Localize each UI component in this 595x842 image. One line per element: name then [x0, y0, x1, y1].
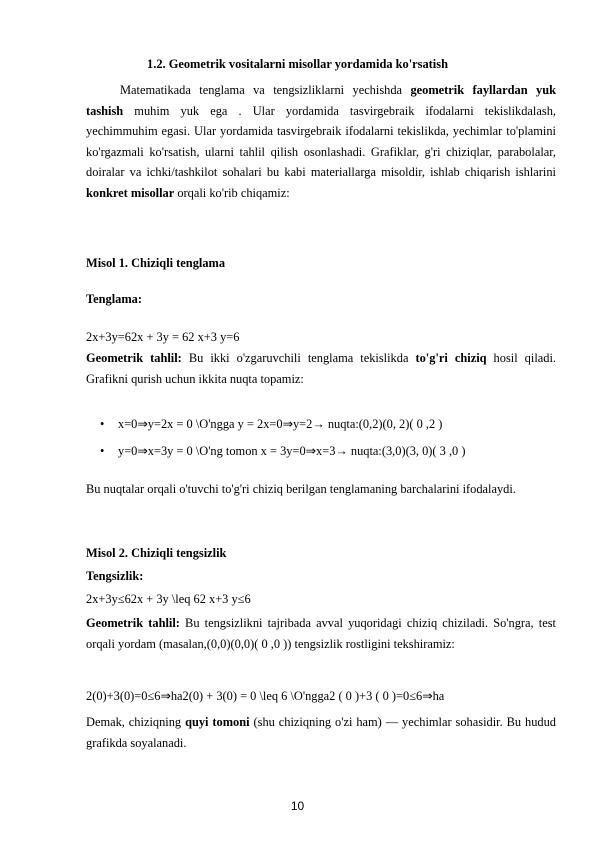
- example1-title: Misol 1. Chiziqli tenglama: [86, 256, 226, 270]
- example1-analysis-text-1: Bu ikki o'zgaruvchili tenglama tekislikda: [181, 351, 416, 365]
- list-item: • y=0⇒x=3y = 0 \O'ng tomon x = 3y=0⇒x=3→ nuqta:(3,0)(3, 0)( 3 ,0 ): [98, 441, 556, 461]
- example2-check: 2(0)+3(0)=0≤6⇒ha2(0) + 3(0) = 0 \leq 6 \O'ngga2 ( 0 )+3 ( 0 )=0≤6⇒ha: [86, 689, 445, 703]
- example2-conclusion-bold: quyi tomoni: [185, 715, 250, 729]
- example1-analysis-bold: to'g'ri chiziq: [415, 351, 487, 365]
- example2-conclusion-text-2: (shu chiziqning o'zi ham) — yechimlar sohasidir. Bu hudud grafikda soyalanadi.: [86, 715, 556, 750]
- intro-text-1: Matematikada tenglama va tengsizliklarni yechishda: [120, 83, 411, 97]
- example2-analysis-text: Bu tengsizlikni tajribada avval yuqoridagi chiziq chiziladi. So'ngra, test orqali yordam (masalan,(0,0)(0,0)( 0 ,0 )) tengsizlik rostligini tekshiramiz:: [86, 616, 556, 651]
- section-heading: 1.2. Geometrik vositalarni misollar yordamida ko'rsatish: [147, 57, 448, 71]
- intro-bold-1: geometrik fayllardan yuk tashish: [86, 83, 556, 118]
- example2-inequality-label: Tengsizlik:: [86, 569, 144, 583]
- intro-text-3: orqali ko'rib chiqamiz:: [174, 185, 290, 200]
- example2-analysis: [86, 613, 556, 655]
- example2-conclusion-text-1: Demak, chiziqning: [86, 715, 186, 729]
- example2-inequality: 2x+3y≤62x + 3y \leq 62 x+3 y≤6: [86, 592, 251, 606]
- example2-title: Misol 2. Chiziqli tengsizlik: [86, 546, 227, 560]
- example1-equation-label: Tenglama:: [86, 292, 142, 306]
- example1-equation: 2x+3y=62x + 3y = 62 x+3 y=6: [86, 330, 240, 344]
- example2-analysis-label: Geometrik tahlil:: [86, 616, 180, 630]
- intro-paragraph: [86, 80, 556, 203]
- example1-analysis: [86, 348, 556, 389]
- example2-conclusion: [86, 712, 556, 753]
- intro-bold-2: konkret misollar: [86, 185, 175, 200]
- example1-analysis-label: Geometrik tahlil:: [86, 351, 182, 365]
- page-number: 10: [290, 799, 305, 813]
- example1-bullet-list: [98, 414, 556, 461]
- example1-analysis-text-2: hosil qiladi. Grafikni qurish uchun ikkita nuqta topamiz:: [86, 351, 557, 386]
- list-item: • x=0⇒y=2x = 0 \O'ngga y = 2x=0⇒y=2→ nuqta:(0,2)(0, 2)( 0 ,2 ): [98, 414, 556, 434]
- example1-conclusion: Bu nuqtalar orqali o'tuvchi to'g'ri chiziq berilgan tenglamaning barchalarini ifodalaydi.: [86, 482, 516, 496]
- intro-text-2: muhim yuk ega . Ular yordamida tasvirgebraik ifodalarni tekislikdalash, yechimmuhim egasi. Ular yordamida tasvirgebraik ifodalarni tekislikda, yechimlar to'plamini ko'rgazmali ko'rsatish, ularni tahlil qilish osonlashadi. Grafiklar, g'ri chiziqlar, parabolalar, doiralar va ichki/tashkilot sohalari bu kabi materiallarga misoldir, ishlab chiqarish ishlarini: [86, 103, 556, 179]
